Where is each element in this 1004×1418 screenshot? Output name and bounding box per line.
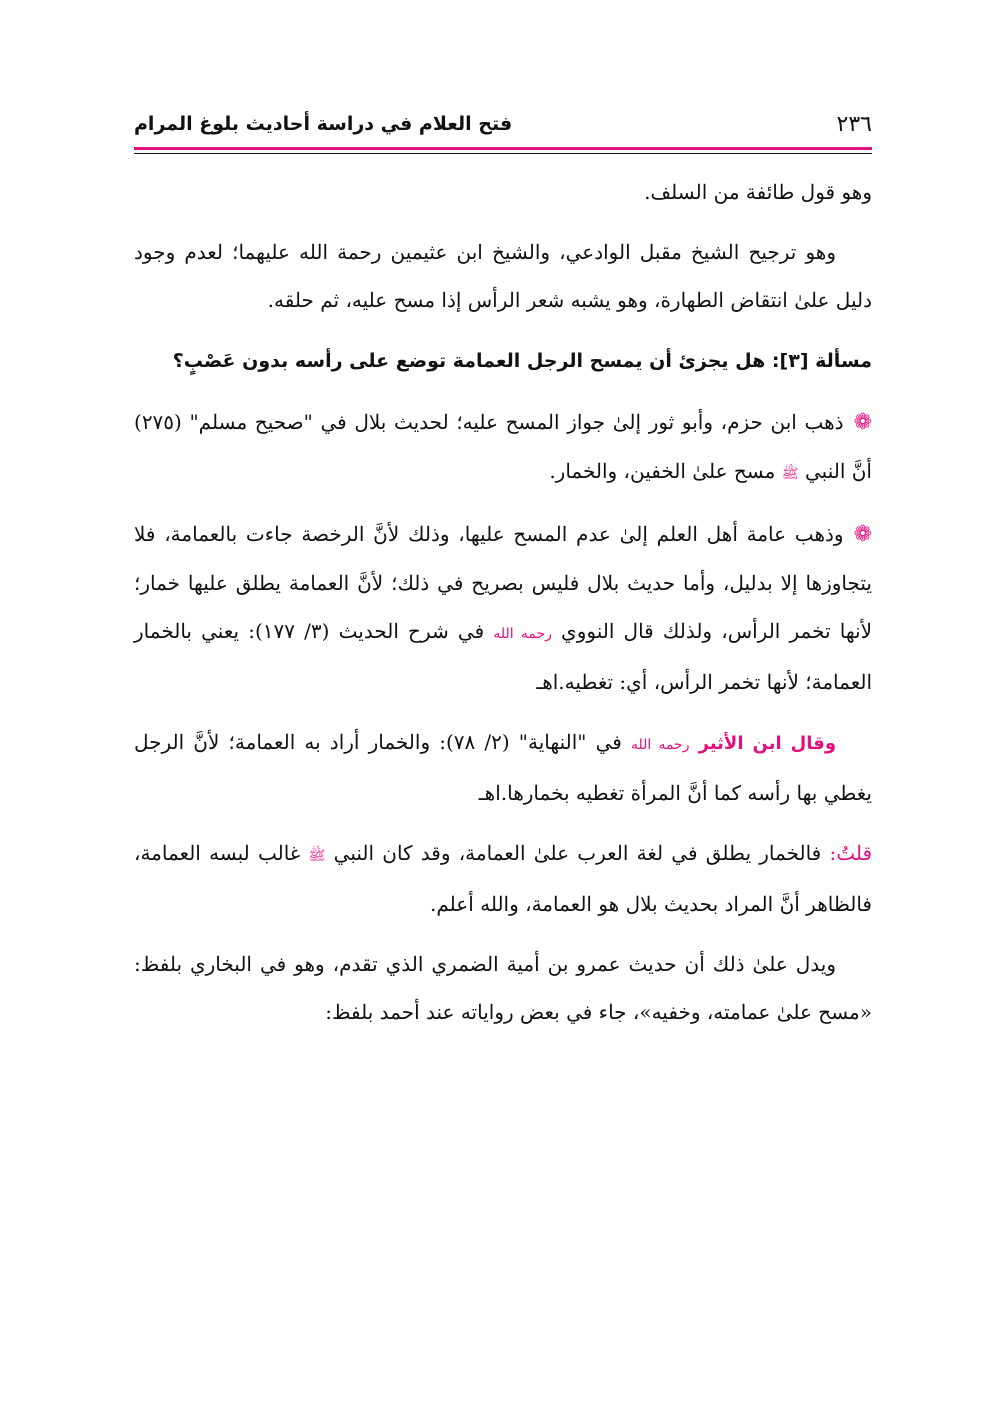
paragraph-1: وهو قول طائفة من السلف. <box>644 180 872 204</box>
paragraph-3-text-b: مسح علىٰ الخفين، والخمار. <box>549 459 776 483</box>
question-heading: مسألة [٣]: هل يجزئ أن يمسح الرجل العمامة توضع على رأسه بدون عَصْبٍ؟ <box>172 350 872 372</box>
paragraph-4-text-a: وذهب عامة أهل العلم إلىٰ عدم المسح عليها، وذلك لأنَّ الرخصة جاءت بالعمامة، فلا يتجاوزها إلا بدليل، وأما حديث بلال فليس بصريح في ذلك؛ لأنَّ العمامة يطلق عليها خمار؛ لأنها تخمر الرأس، ولذلك قال النووي <box>134 522 873 643</box>
paragraph-6-text-b: غالب لبسه العمامة، فالظاهر أنَّ المراد بحديث بلال هو العمامة، والله أعلم. <box>134 841 872 916</box>
paragraph-5-text: في "النهاية" (٢/ ٧٨): والخمار أراد به العمامة؛ لأنَّ الرجل يغطي بها رأسه كما أنَّ المرأة تغطيه بخمارها.اهـ <box>134 730 872 805</box>
qult-label: قلتُ: <box>829 841 873 865</box>
paragraph-6 <box>134 829 872 928</box>
honorific-mark: رحمه الله <box>493 626 552 642</box>
paragraph-3 <box>134 398 872 498</box>
honorific-mark: ﷺ <box>781 466 799 482</box>
flower-ornament-icon: ❁ <box>853 522 872 547</box>
paragraph-7: ويدل علىٰ ذلك أن حديث عمرو بن أمية الضمري الذي تقدم، وهو في البخاري بلفظ: «مسح علىٰ عمامته، وخفيه»، جاء في بعض رواياته عند أحمد بلفظ: <box>134 952 872 1024</box>
page-body <box>134 168 872 1036</box>
page-number: ٢٣٦ <box>836 111 872 137</box>
honorific-mark: رحمه الله <box>630 737 690 753</box>
running-title: فتح العلام في دراسة أحاديث بلوغ المرام <box>134 113 513 135</box>
flower-ornament-icon: ❁ <box>853 410 872 435</box>
honorific-mark: ﷺ <box>308 848 326 864</box>
paragraph-6-text-a: فالخمار يطلق في لغة العرب علىٰ العمامة، وقد كان النبي <box>333 841 822 865</box>
quoted-scholar-name: وقال ابن الأثير <box>698 733 837 754</box>
page-header <box>134 108 872 140</box>
paragraph-5 <box>134 718 872 817</box>
header-rule-black <box>134 153 872 154</box>
paragraph-2: وهو ترجيح الشيخ مقبل الوادعي، والشيخ ابن عثيمين رحمة الله عليهما؛ لعدم وجود دليل علىٰ انتقاض الطهارة، وهو يشبه شعر الرأس إذا مسح عليه، ثم حلقه. <box>134 240 872 312</box>
header-rule-pink <box>134 147 872 150</box>
paragraph-4 <box>134 510 872 706</box>
paragraph-4-text-b: في شرح الحديث (٣/ ١٧٧): يعني بالخمار العمامة؛ لأنها تخمر الرأس، أي: تغطيه.اهـ <box>134 619 872 694</box>
paragraph-3-text-a: ذهب ابن حزم، وأبو ثور إلىٰ جواز المسح عليه؛ لحديث بلال في "صحيح مسلم" (٢٧٥) أنَّ النبي <box>134 410 872 483</box>
